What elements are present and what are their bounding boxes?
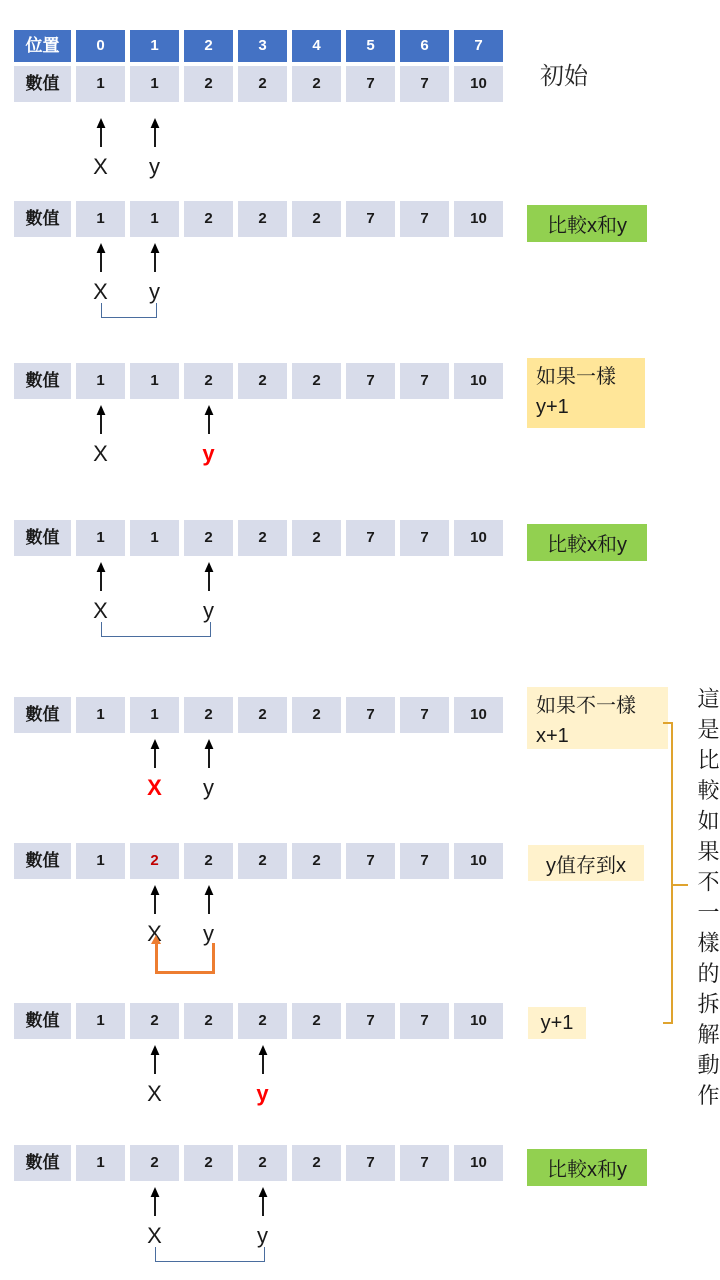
arrow-up-icon — [149, 118, 161, 148]
value-cell: 2 — [238, 66, 287, 102]
value-cell: 2 — [130, 843, 179, 879]
value-label-cell: 數值 — [14, 843, 71, 879]
caption-line: 比較x和y — [547, 534, 627, 556]
value-cell: 10 — [454, 697, 503, 733]
position-cell: 6 — [400, 30, 449, 62]
arrow-up-icon — [149, 1045, 161, 1075]
value-cell: 1 — [76, 1145, 125, 1181]
value-cell: 7 — [346, 520, 395, 556]
pointer-label: y — [203, 775, 214, 800]
pointer-x — [133, 1045, 177, 1106]
value-cell: 10 — [454, 363, 503, 399]
value-cell: 2 — [184, 363, 233, 399]
pointer-x — [79, 562, 123, 623]
value-cell: 7 — [400, 520, 449, 556]
pointer-label: X — [93, 279, 108, 304]
value-cell: 7 — [400, 1145, 449, 1181]
value-cell: 2 — [238, 363, 287, 399]
caption-box — [528, 845, 644, 881]
arrow-up-icon — [95, 243, 107, 273]
value-cell: 2 — [292, 1003, 341, 1039]
pointer-label: X — [147, 921, 162, 946]
value-cell: 7 — [346, 66, 395, 102]
value-cell: 1 — [76, 843, 125, 879]
value-row — [14, 363, 503, 399]
value-cell: 2 — [184, 201, 233, 237]
caption-line: 初始 — [540, 63, 588, 90]
caption-box — [527, 358, 645, 428]
value-cell: 1 — [130, 697, 179, 733]
value-cell: 2 — [238, 1003, 287, 1039]
arrow-up-icon — [149, 243, 161, 273]
pointer-y — [133, 118, 177, 179]
position-cell: 1 — [130, 30, 179, 62]
pointer-x — [79, 118, 123, 179]
value-cell: 7 — [400, 66, 449, 102]
value-label-cell: 數值 — [14, 1145, 71, 1181]
value-cell: 2 — [238, 201, 287, 237]
value-cell: 7 — [400, 843, 449, 879]
caption-line: 如果一樣 — [536, 366, 616, 388]
pointer-label: y — [257, 1223, 268, 1248]
value-cell: 7 — [346, 363, 395, 399]
caption-line: x+1 — [536, 725, 569, 747]
group-brace — [671, 722, 673, 1024]
position-cell: 5 — [346, 30, 395, 62]
arrow-up-icon — [257, 1187, 269, 1217]
value-cell: 7 — [346, 843, 395, 879]
value-cell: 1 — [130, 66, 179, 102]
value-cell: 10 — [454, 1003, 503, 1039]
pointer-label: X — [147, 1081, 162, 1106]
value-cell: 1 — [130, 363, 179, 399]
caption-line: 比較x和y — [547, 1159, 627, 1181]
pointer-label: y — [202, 441, 215, 466]
value-row — [14, 1145, 503, 1181]
value-cell: 1 — [76, 201, 125, 237]
pointer-x — [133, 1187, 177, 1248]
arrow-up-icon — [149, 1187, 161, 1217]
pointer-label: y — [149, 154, 160, 179]
value-cell: 1 — [76, 66, 125, 102]
value-cell: 7 — [400, 363, 449, 399]
value-row — [14, 66, 503, 102]
position-label-cell: 位置 — [14, 30, 71, 62]
value-cell: 2 — [292, 843, 341, 879]
pointer-label: y — [149, 279, 160, 304]
value-cell: 2 — [184, 520, 233, 556]
group-brace-middle-tick — [671, 884, 688, 886]
value-cell: 2 — [184, 697, 233, 733]
value-cell: 2 — [292, 697, 341, 733]
value-cell: 1 — [130, 520, 179, 556]
value-cell: 2 — [292, 201, 341, 237]
copy-arrow-connector — [155, 943, 215, 974]
pointer-y — [241, 1187, 285, 1248]
value-row — [14, 1003, 503, 1039]
value-cell: 1 — [130, 201, 179, 237]
pointer-y — [133, 243, 177, 304]
position-cell: 2 — [184, 30, 233, 62]
value-cell: 7 — [346, 1145, 395, 1181]
value-cell: 10 — [454, 843, 503, 879]
value-cell: 2 — [184, 1145, 233, 1181]
value-label-cell: 數值 — [14, 1003, 71, 1039]
value-cell: 2 — [292, 1145, 341, 1181]
pointer-x — [79, 243, 123, 304]
pointer-x — [133, 739, 177, 800]
value-cell: 7 — [400, 1003, 449, 1039]
position-cell: 7 — [454, 30, 503, 62]
arrow-up-icon — [95, 118, 107, 148]
caption-box — [527, 524, 647, 561]
value-label-cell: 數值 — [14, 520, 71, 556]
pointer-y — [187, 885, 231, 946]
arrow-up-icon — [203, 885, 215, 915]
group-brace-bottom-hook — [663, 1022, 672, 1024]
pointer-label: y — [203, 921, 214, 946]
value-cell: 7 — [400, 201, 449, 237]
compare-bracket — [101, 303, 157, 318]
pointer-y — [187, 739, 231, 800]
caption-line: y值存到x — [546, 854, 626, 877]
initial-caption — [540, 56, 588, 91]
value-cell: 7 — [346, 1003, 395, 1039]
arrow-up-icon — [149, 885, 161, 915]
caption-line: 如果不一樣 — [536, 695, 636, 717]
arrow-up-icon — [203, 562, 215, 592]
pointer-label: X — [147, 775, 162, 800]
pointer-x — [79, 405, 123, 466]
pointer-label: X — [93, 154, 108, 179]
value-cell: 1 — [76, 363, 125, 399]
compare-bracket — [101, 622, 211, 637]
value-cell: 2 — [130, 1145, 179, 1181]
pointer-label: X — [93, 598, 108, 623]
value-cell: 2 — [130, 1003, 179, 1039]
position-cell: 0 — [76, 30, 125, 62]
vertical-note: 這是比較如果不一樣的拆解動作 — [695, 687, 720, 1114]
value-row — [14, 520, 503, 556]
arrow-up-icon — [257, 1045, 269, 1075]
position-cell: 3 — [238, 30, 287, 62]
value-cell: 2 — [238, 1145, 287, 1181]
value-cell: 2 — [292, 520, 341, 556]
value-cell: 2 — [238, 843, 287, 879]
value-cell: 7 — [346, 201, 395, 237]
group-brace-top-hook — [663, 722, 672, 724]
caption-box — [527, 1149, 647, 1186]
caption-box — [527, 205, 647, 242]
value-cell: 2 — [238, 697, 287, 733]
value-label-cell: 數值 — [14, 697, 71, 733]
value-cell: 2 — [184, 843, 233, 879]
caption-line: y+1 — [540, 1011, 574, 1034]
arrow-up-icon — [95, 562, 107, 592]
value-cell: 2 — [184, 1003, 233, 1039]
position-cell: 4 — [292, 30, 341, 62]
caption-box — [528, 1007, 586, 1039]
value-cell: 10 — [454, 201, 503, 237]
value-cell: 2 — [292, 66, 341, 102]
pointer-y — [241, 1045, 285, 1106]
pointer-label: y — [203, 598, 214, 623]
value-row — [14, 201, 503, 237]
value-cell: 2 — [184, 66, 233, 102]
value-cell: 7 — [346, 697, 395, 733]
caption-line: 比較x和y — [547, 215, 627, 237]
value-label-cell: 數值 — [14, 363, 71, 399]
value-cell: 1 — [76, 697, 125, 733]
value-cell: 10 — [454, 520, 503, 556]
arrow-up-icon — [95, 405, 107, 435]
value-cell: 2 — [238, 520, 287, 556]
position-header-row — [14, 30, 503, 62]
value-cell: 10 — [454, 66, 503, 102]
arrow-up-icon — [203, 739, 215, 769]
value-label-cell: 數值 — [14, 66, 71, 102]
value-label-cell: 數值 — [14, 201, 71, 237]
caption-line: y+1 — [536, 396, 569, 418]
value-cell: 7 — [400, 697, 449, 733]
pointer-label: y — [256, 1081, 269, 1106]
arrow-up-icon — [203, 405, 215, 435]
value-cell: 2 — [292, 363, 341, 399]
value-cell: 1 — [76, 1003, 125, 1039]
arrow-up-icon — [149, 739, 161, 769]
caption-box — [527, 687, 668, 749]
compare-bracket — [155, 1247, 265, 1262]
pointer-label: X — [147, 1223, 162, 1248]
value-row — [14, 697, 503, 733]
value-cell: 10 — [454, 1145, 503, 1181]
value-row — [14, 843, 503, 879]
pointer-y — [187, 562, 231, 623]
value-cell: 1 — [76, 520, 125, 556]
pointer-label: X — [93, 441, 108, 466]
pointer-y — [187, 405, 231, 466]
